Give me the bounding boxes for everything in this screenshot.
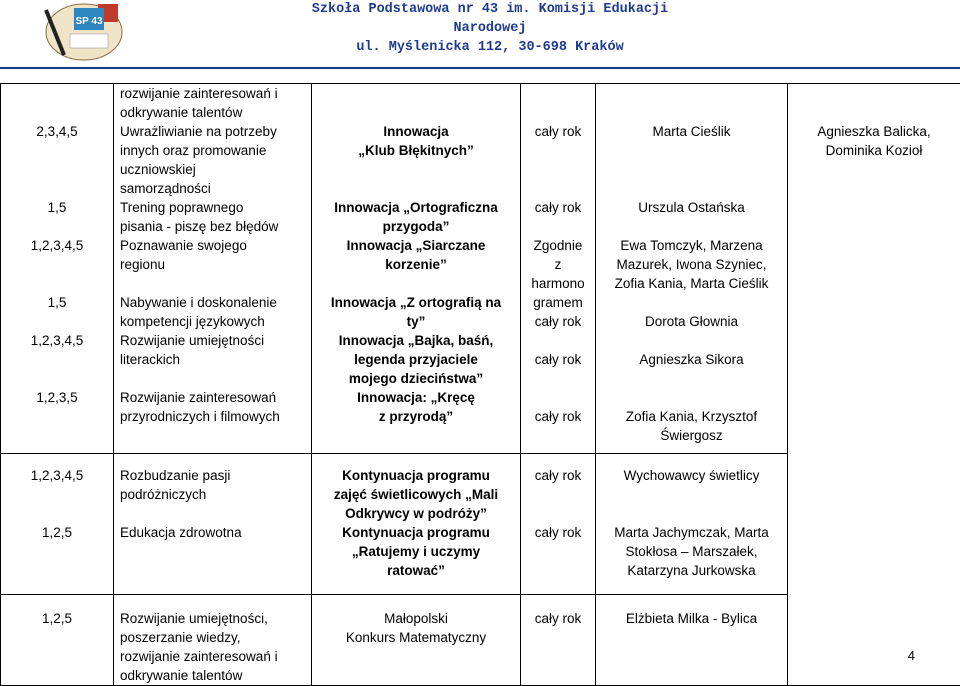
cell-line: 1,5	[1, 198, 113, 217]
cell-line: Ewa Tomczyk, Marzena	[596, 236, 787, 255]
cell-line	[1, 504, 113, 523]
cell-line: Zgodnie	[521, 236, 595, 255]
cell-line: Katarzyna Jurkowska	[596, 561, 787, 580]
cell-line: cały rok	[521, 523, 595, 542]
cell-line	[120, 542, 311, 561]
cell-line	[120, 274, 311, 293]
cell-line	[596, 331, 787, 350]
cell-line	[521, 485, 595, 504]
cell-line: cały rok	[521, 609, 595, 628]
cell-line	[312, 666, 520, 685]
school-logo	[36, 0, 126, 62]
program-cell	[312, 595, 521, 686]
cell-line: Rozwijanie zainteresowań	[120, 388, 311, 407]
cell-line: Dominika Kozioł	[788, 141, 960, 160]
cell-line: 1,2,5	[1, 609, 113, 628]
goals-cell	[1, 84, 114, 454]
task-cell	[114, 454, 312, 595]
cell-line: Świergosz	[596, 426, 787, 445]
cell-line: Zofia Kania, Krzysztof	[596, 407, 787, 426]
cell-line: Agnieszka Sikora	[596, 350, 787, 369]
task-cell	[114, 84, 312, 454]
responsible-cell	[596, 454, 788, 595]
cell-line: 1,2,3,4,5	[1, 236, 113, 255]
cell-line: Konkurs Matematyczny	[312, 628, 520, 647]
cell-line: „Ratujemy i uczymy	[312, 542, 520, 561]
cell-line: odkrywanie talentów	[120, 666, 311, 685]
cell-line: 1,2,5	[1, 523, 113, 542]
cell-line	[1, 485, 113, 504]
cell-line	[521, 666, 595, 685]
cell-line: harmono	[521, 274, 595, 293]
cell-line: ty”	[312, 312, 520, 331]
cell-line	[788, 103, 960, 122]
cell-line: przygoda”	[312, 217, 520, 236]
activities-table	[0, 83, 960, 686]
cell-line	[312, 647, 520, 666]
cell-line: przyrodniczych i filmowych	[120, 407, 311, 426]
cell-line: mojego dzieciństwa”	[312, 369, 520, 388]
cell-line	[596, 485, 787, 504]
cell-line	[596, 628, 787, 647]
cell-line	[312, 274, 520, 293]
cell-line: Rozbudzanie pasji	[120, 466, 311, 485]
page-header	[0, 0, 960, 72]
cell-line: Innowacja „Bajka, baśń,	[312, 331, 520, 350]
cell-line: rozwijanie zainteresowań i	[120, 84, 311, 103]
cell-line: uczniowskiej	[120, 160, 311, 179]
date-cell	[521, 454, 596, 595]
cell-line: Innowacja: „Kręcę	[312, 388, 520, 407]
school-address-line: ul. Myślenicka 112, 30-698 Kraków	[300, 38, 680, 57]
table-row-section-1	[1, 84, 960, 454]
cell-line	[521, 217, 595, 236]
page-number: 4	[908, 648, 915, 663]
cell-line	[1, 84, 113, 103]
cell-line	[596, 369, 787, 388]
cell-line: Rozwijanie umiejętności,	[120, 609, 311, 628]
cell-line: „Klub Błękitnych”	[312, 141, 520, 160]
cell-line	[521, 542, 595, 561]
cell-line: cały rok	[521, 407, 595, 426]
cell-line	[1, 312, 113, 331]
cell-line	[521, 628, 595, 647]
cell-line	[521, 179, 595, 198]
cell-line: literackich	[120, 350, 311, 369]
cell-line: z	[521, 255, 595, 274]
cell-line	[1, 561, 113, 580]
cell-line: 1,2,3,5	[1, 388, 113, 407]
task-cell	[114, 595, 312, 686]
cell-line: innych oraz promowanie	[120, 141, 311, 160]
cell-line: cały rok	[521, 122, 595, 141]
cell-line: Stokłosa – Marszałek,	[596, 542, 787, 561]
cell-line	[596, 103, 787, 122]
cell-line: ratować”	[312, 561, 520, 580]
cell-line	[596, 504, 787, 523]
cell-line: korzenie”	[312, 255, 520, 274]
goals-cell	[1, 595, 114, 686]
cell-line: rozwijanie zainteresowań i	[120, 647, 311, 666]
cell-line	[521, 331, 595, 350]
cell-line: cały rok	[521, 466, 595, 485]
cell-line	[521, 647, 595, 666]
cell-line: pisania - piszę bez błędów	[120, 217, 311, 236]
cell-line: Innowacja „Siarczane	[312, 236, 520, 255]
cell-line: Poznawanie swojego	[120, 236, 311, 255]
cell-line: Nabywanie i doskonalenie	[120, 293, 311, 312]
cell-line: cały rok	[521, 198, 595, 217]
cell-line: Trening poprawnego	[120, 198, 311, 217]
cell-line	[596, 84, 787, 103]
cell-line	[1, 407, 113, 426]
cell-line: Innowacja „Z ortografią na	[312, 293, 520, 312]
school-name-line2: Narodowej	[300, 19, 680, 38]
cell-line	[521, 84, 595, 103]
cell-line	[521, 141, 595, 160]
cell-line	[521, 388, 595, 407]
cell-line	[1, 628, 113, 647]
cell-line	[1, 666, 113, 685]
cell-line: legenda przyjaciele	[312, 350, 520, 369]
cell-line: z przyrodą”	[312, 407, 520, 426]
cell-line	[596, 141, 787, 160]
cell-line: Innowacja „Ortograficzna	[312, 198, 520, 217]
cell-line	[1, 647, 113, 666]
cell-line: 2,3,4,5	[1, 122, 113, 141]
cell-line: kompetencji językowych	[120, 312, 311, 331]
cell-line	[312, 84, 520, 103]
cell-line: Edukacja zdrowotna	[120, 523, 311, 542]
cell-line: Kontynuacja programu	[312, 466, 520, 485]
cell-line	[312, 160, 520, 179]
header-rule	[0, 67, 960, 69]
cell-line	[596, 647, 787, 666]
program-cell	[312, 84, 521, 454]
cell-line	[521, 369, 595, 388]
responsible-cell	[596, 595, 788, 686]
cell-line: 1,2,3,4,5	[1, 466, 113, 485]
cell-line	[1, 103, 113, 122]
cell-line	[596, 388, 787, 407]
cell-line	[596, 160, 787, 179]
cell-line: Innowacja	[312, 122, 520, 141]
cell-line: gramem	[521, 293, 595, 312]
cell-line: Mazurek, Iwona Szyniec,	[596, 255, 787, 274]
cell-line: Dorota Głownia	[596, 312, 787, 331]
cell-line	[1, 255, 113, 274]
cell-line	[521, 561, 595, 580]
cell-line	[596, 293, 787, 312]
cell-line	[1, 274, 113, 293]
cell-line	[596, 179, 787, 198]
cell-line: Agnieszka Balicka,	[788, 122, 960, 141]
cell-line: Urszula Ostańska	[596, 198, 787, 217]
cell-line	[596, 666, 787, 685]
date-cell	[521, 84, 596, 454]
cell-line	[120, 561, 311, 580]
cell-line	[521, 103, 595, 122]
cell-line: Wychowawcy świetlicy	[596, 466, 787, 485]
cell-line	[1, 217, 113, 236]
school-address	[300, 0, 680, 57]
goals-cell	[1, 454, 114, 595]
cell-line: Małopolski	[312, 609, 520, 628]
cell-line: 1,5	[1, 293, 113, 312]
cell-line	[312, 103, 520, 122]
cell-line	[521, 160, 595, 179]
coordinator-cell	[788, 84, 960, 686]
cell-line: Uwrażliwianie na potrzeby	[120, 122, 311, 141]
cell-line: odkrywanie talentów	[120, 103, 311, 122]
cell-line	[120, 504, 311, 523]
cell-line: poszerzanie wiedzy,	[120, 628, 311, 647]
cell-line	[1, 160, 113, 179]
cell-line	[521, 504, 595, 523]
cell-line	[120, 369, 311, 388]
program-cell	[312, 454, 521, 595]
cell-line	[312, 179, 520, 198]
svg-text:SP 43: SP 43	[75, 16, 102, 27]
cell-line	[1, 542, 113, 561]
cell-line	[788, 84, 960, 103]
cell-line: Kontynuacja programu	[312, 523, 520, 542]
cell-line: Marta Jachymczak, Marta	[596, 523, 787, 542]
cell-line	[596, 217, 787, 236]
cell-line: Marta Cieślik	[596, 122, 787, 141]
cell-line	[1, 179, 113, 198]
responsible-cell	[596, 84, 788, 454]
cell-line	[1, 369, 113, 388]
cell-line: cały rok	[521, 312, 595, 331]
cell-line: samorządności	[120, 179, 311, 198]
cell-line: Elżbieta Milka - Bylica	[596, 609, 787, 628]
school-name-line1: Szkoła Podstawowa nr 43 im. Komisji Edukacji	[300, 0, 680, 19]
cell-line	[1, 350, 113, 369]
cell-line: regionu	[120, 255, 311, 274]
cell-line: Zofia Kania, Marta Cieślik	[596, 274, 787, 293]
cell-line: zajęć świetlicowych „Mali	[312, 485, 520, 504]
cell-line	[1, 141, 113, 160]
cell-line: Rozwijanie umiejętności	[120, 331, 311, 350]
cell-line: Odkrywcy w podróży”	[312, 504, 520, 523]
cell-line: podróżniczych	[120, 485, 311, 504]
cell-line: 1,2,3,4,5	[1, 331, 113, 350]
cell-line: cały rok	[521, 350, 595, 369]
date-cell	[521, 595, 596, 686]
